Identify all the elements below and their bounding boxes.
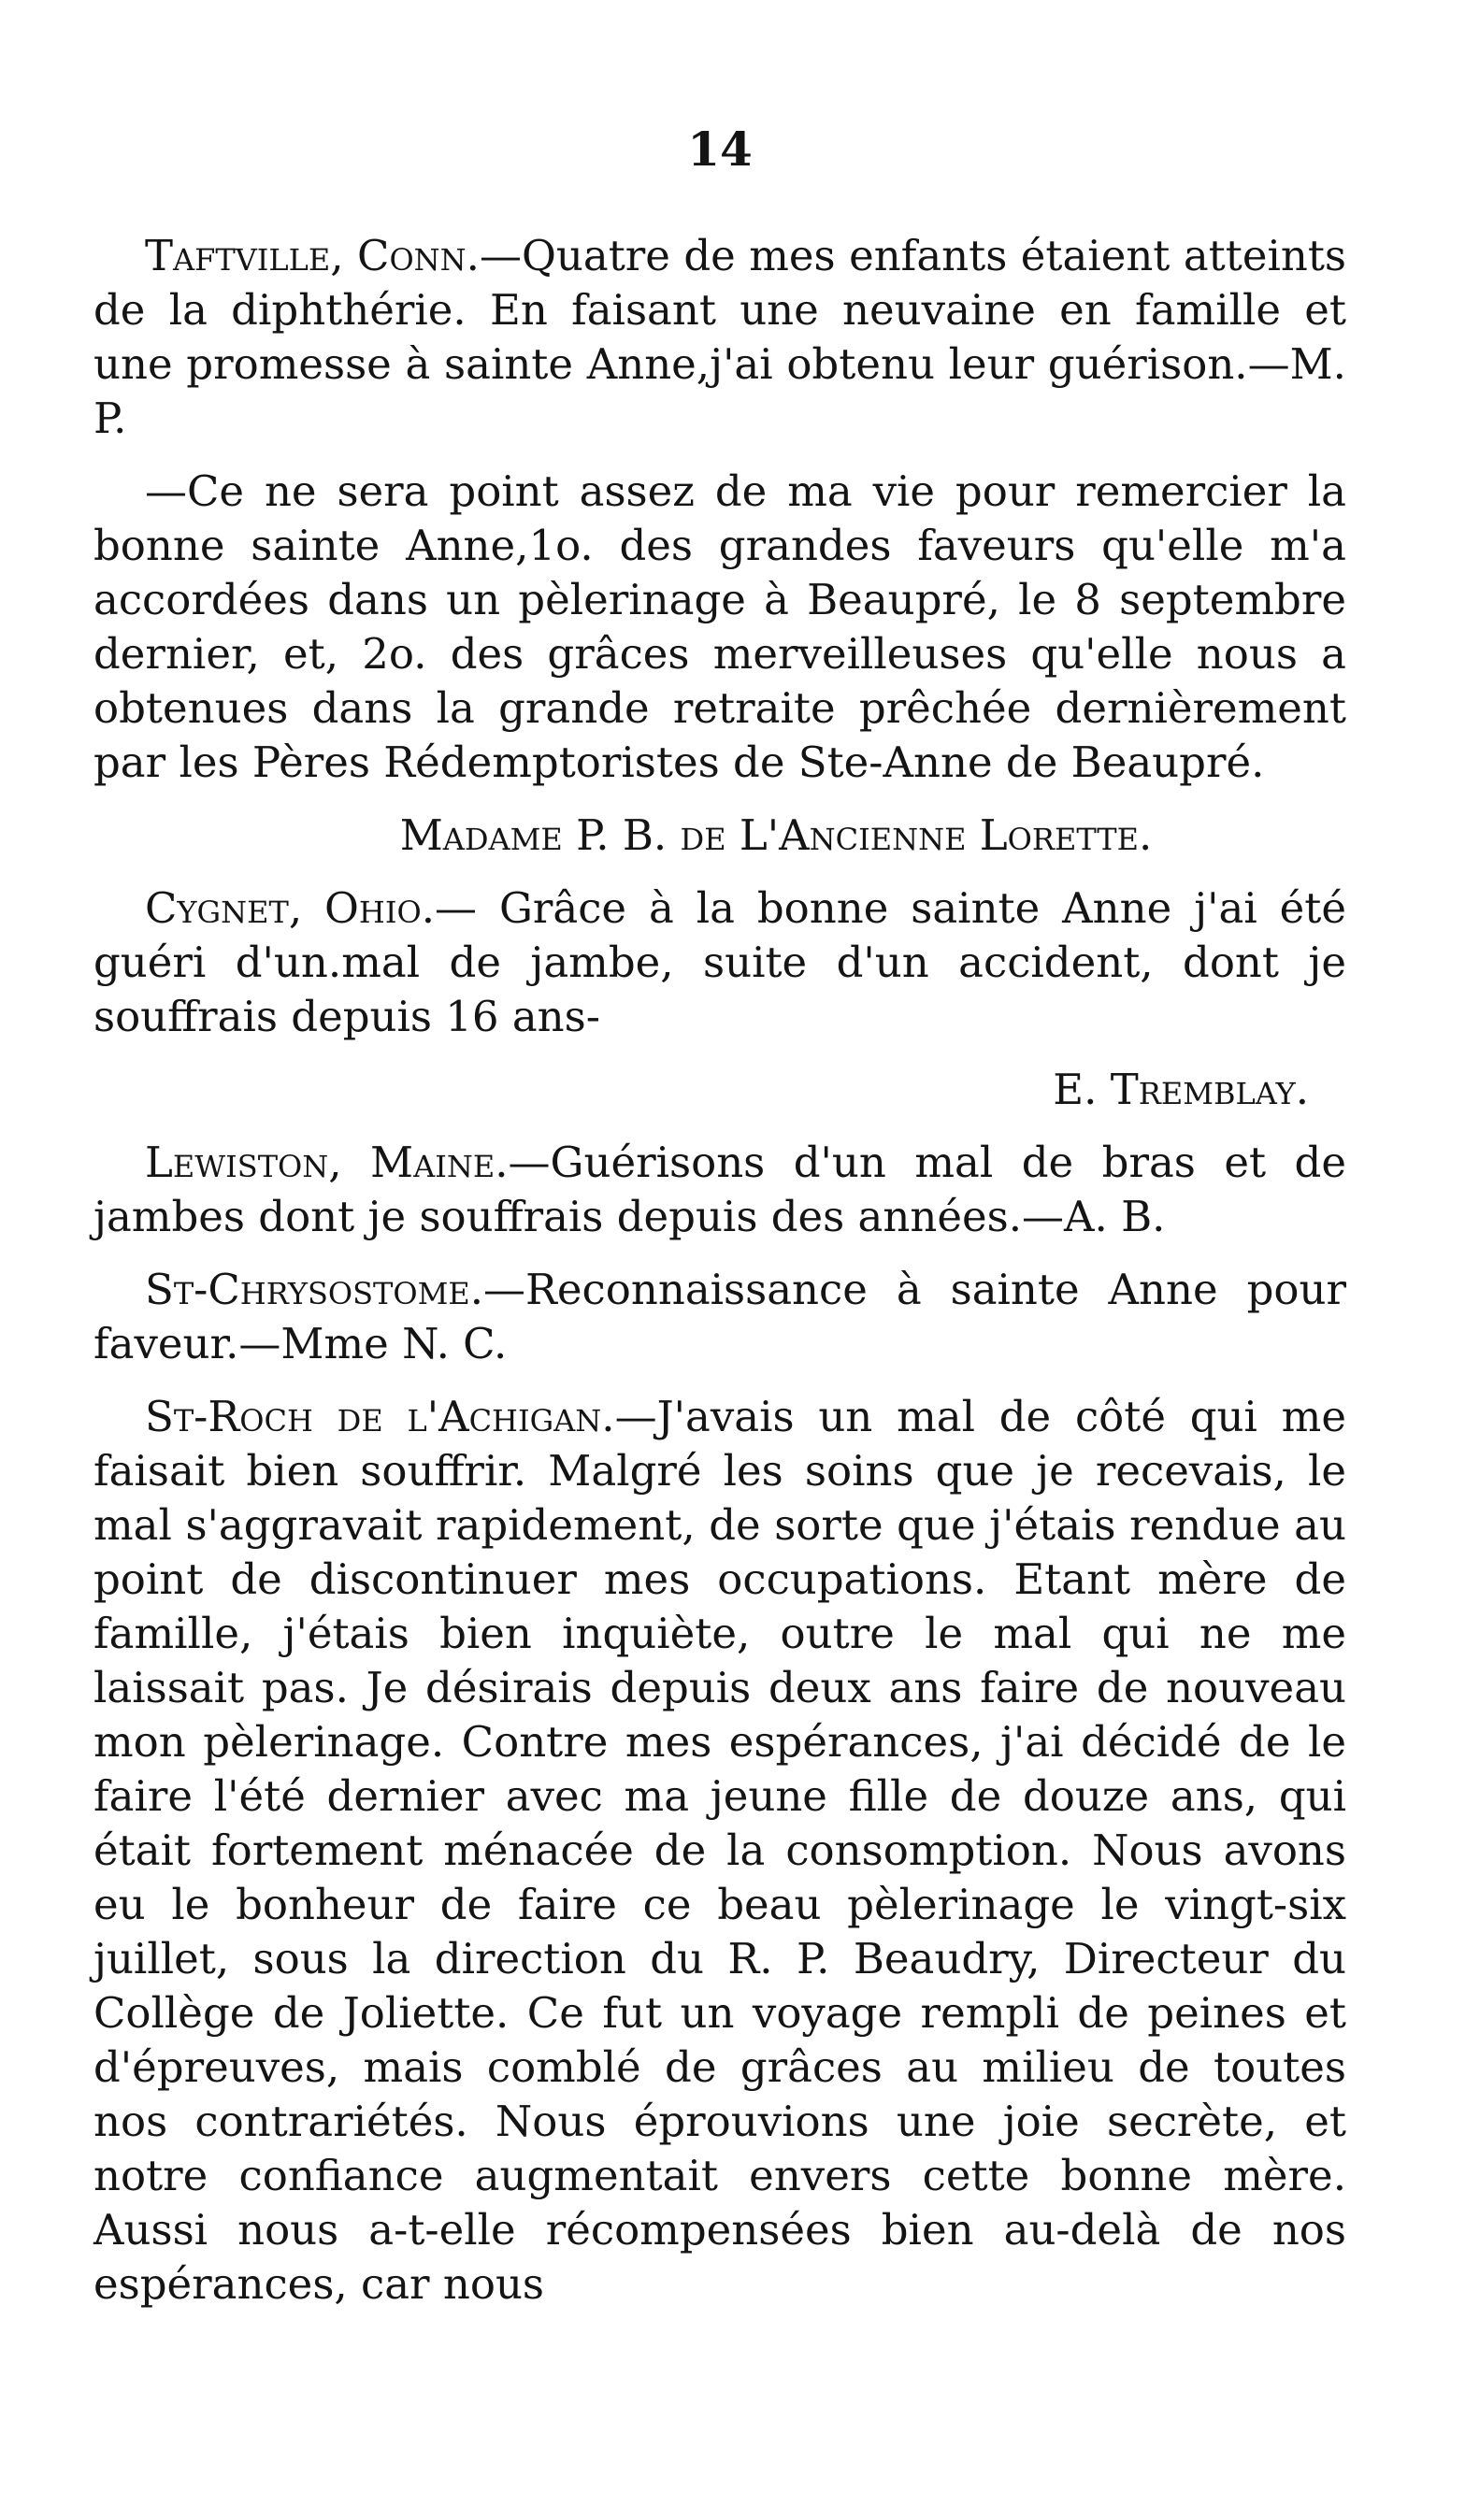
entry-text: —Guérisons d'un mal de bras et de jambes dont je souffrais depuis des années.—A. B.: [93, 1138, 1346, 1241]
entry-text: —Quatre de mes enfants étaient atteints de la diphthérie. En faisant une neuvaine en famille et une promesse à sainte Anne,j'ai obtenu leur guérison.—M. P.: [93, 231, 1346, 443]
entry-place: Taftville, Conn.: [145, 231, 480, 280]
entry-place: St-Roch de l'Achigan.: [145, 1392, 615, 1441]
entry-signature: Madame P. B. de L'Ancienne Lorette.: [399, 810, 1153, 860]
entry-st-chrysostome: [93, 1263, 1346, 1371]
entry-text: — Grâce à la bonne sainte Anne j'ai été guéri d'un.mal de jambe, suite d'un accident, dont je souffrais depuis 16 ans-: [93, 883, 1346, 1041]
entry-signature-line: [93, 1063, 1346, 1117]
entry-lewiston: [93, 1136, 1346, 1244]
entry-text: —Ce ne sera point assez de ma vie pour remercier la bonne sainte Anne,1o. des grandes faveurs qu'elle m'a accordées dans un pèlerinage à Beaupré, le 8 septembre dernier, et, 2o. des grâces merveilleuses qu'elle nous a obtenues dans la grande retraite prêchée dernièrement par les Pères Rédemptoristes de Ste-Anne de Beaupré.: [93, 466, 1346, 787]
entry-lorette: [93, 465, 1346, 790]
page-number: 14: [687, 122, 753, 177]
entry-st-roch: [93, 1390, 1346, 2312]
entry-cygnet: [93, 881, 1346, 1044]
entry-signature: E. Tremblay.: [1053, 1065, 1309, 1114]
entry-text: —J'avais un mal de côté qui me faisait bien souffrir. Malgré les soins que je recevais, le mal s'aggravait rapidement, de sorte que j'étais rendue au point de discontinuer mes occupations. Etant mère de famille, j'étais bien inquiète, outre le mal qui ne me laissait pas. Je désirais depuis deux ans faire de nouveau mon pèlerinage. Contre mes espérances, j'ai décidé de le faire l'été dernier avec ma jeune fille de douze ans, qui était fortement ménacée de la consomption. Nous avons eu le bonheur de faire ce beau pèlerinage le vingt-six juillet, sous la direction du R. P. Beaudry, Directeur du Collège de Joliette. Ce fut un voyage rempli de peines et d'épreuves, mais comblé de grâces au milieu de toutes nos contrariétés. Nous éprouvions une joie secrète, et notre confiance augmentait envers cette bonne mère. Aussi nous a-t-elle récompensées bien au-delà de nos espérances, car nous: [93, 1392, 1346, 2309]
entry-place: Lewiston, Maine.: [145, 1138, 509, 1187]
book-page: [93, 122, 1346, 2330]
entry-place: Cygnet, Ohio.: [145, 883, 436, 933]
entry-place: St-Chrysostome.: [145, 1265, 484, 1314]
entry-text: —Reconnaissance à sainte Anne pour faveur.—Mme N. C.: [93, 1265, 1346, 1368]
entry-taftville: [93, 229, 1346, 446]
entry-signature-line: [93, 809, 1346, 863]
